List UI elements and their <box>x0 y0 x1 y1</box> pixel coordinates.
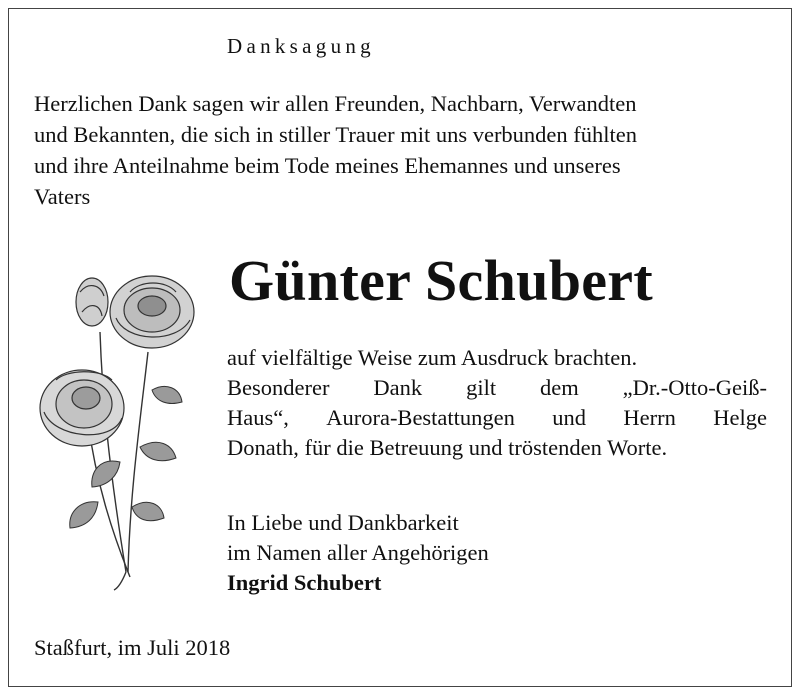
word: und <box>552 405 587 430</box>
word: Aurora-Bestattungen <box>326 405 515 430</box>
body-line <box>227 403 767 433</box>
word: Helge <box>713 405 767 430</box>
intro-line: Herzlichen Dank sagen wir allen Freunden, Nachbarn, Verwandten <box>34 91 637 116</box>
intro-line: und Bekannten, die sich in stiller Trauer mit uns verbunden fühlten <box>34 122 638 147</box>
word: dem <box>540 375 579 400</box>
body-line: auf vielfältige Weise zum Ausdruck brachten. <box>227 345 638 370</box>
closing-line: In Liebe und Dankbarkeit <box>227 510 459 535</box>
closing-line: im Namen aller Angehörigen <box>227 540 489 565</box>
word: Herrn <box>623 405 676 430</box>
word: Dank <box>373 375 423 400</box>
intro-line: Vaters <box>34 184 91 209</box>
word: „Dr.-Otto-Geiß- <box>622 375 767 400</box>
intro-line: und ihre Anteilnahme beim Tode meines Ehemannes und unseres <box>34 153 621 178</box>
body-line <box>227 373 767 403</box>
word: gilt <box>466 375 497 400</box>
notice-heading: Danksagung <box>227 34 375 58</box>
intro-text <box>34 88 774 212</box>
body-line: Donath, für die Betreuung und tröstenden Worte. <box>227 435 668 460</box>
roses-illustration <box>30 272 210 592</box>
word: Besonderer <box>227 375 330 400</box>
place-date: Staßfurt, im Juli 2018 <box>34 635 231 660</box>
word: Haus“, <box>227 405 289 430</box>
body-text <box>227 343 767 463</box>
deceased-name: Günter Schubert <box>229 248 653 313</box>
closing-block <box>227 508 489 598</box>
signature: Ingrid Schubert <box>227 570 382 595</box>
